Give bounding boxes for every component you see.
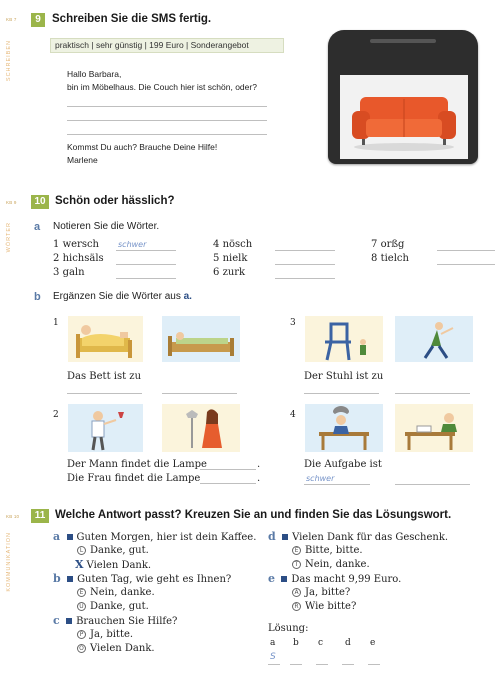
solution-letter: e <box>370 638 376 648</box>
kb-ref-11: KB 10 <box>6 514 20 519</box>
word-answer-line[interactable] <box>275 278 335 279</box>
option-circle: P <box>77 630 86 639</box>
word-answer-1: schwer <box>118 240 147 249</box>
group-2-answer-line[interactable] <box>200 483 256 484</box>
sms-write-line-2[interactable] <box>67 120 267 121</box>
scene-man-lamp <box>68 404 143 452</box>
solution-letter: a <box>270 638 276 648</box>
sub-b-text: Ergänzen Sie die Wörter aus a. <box>53 291 192 302</box>
kb-ref-9: KB 7 <box>6 17 17 22</box>
solution-blank[interactable] <box>342 664 354 665</box>
solution-blank[interactable] <box>316 664 328 665</box>
phone-speaker <box>370 39 436 43</box>
side-label-schreiben: SCHREIBEN <box>6 40 12 82</box>
woman-icon <box>162 404 240 452</box>
scene-task-hard <box>305 404 383 452</box>
man-icon <box>68 404 143 452</box>
phone-image <box>328 30 478 164</box>
bed-icon <box>162 316 240 362</box>
group-4-sentence: Die Aufgabe ist <box>304 459 382 470</box>
scene-woman-lamp <box>162 404 240 452</box>
group-3-sentence: Der Stuhl ist zu <box>304 371 384 382</box>
scene-chair-big <box>395 316 473 362</box>
group-3-answer-line[interactable] <box>395 393 470 394</box>
solution-letter: c <box>318 638 324 648</box>
group-2-sentence-2: Die Frau findet die Lampe <box>67 473 201 484</box>
chair-icon <box>305 316 383 362</box>
word-item: 3 galn <box>53 267 85 278</box>
word-box <box>50 38 284 53</box>
sub-a-text: Notieren Sie die Wörter. <box>53 221 160 232</box>
word-answer-line[interactable] <box>116 264 176 265</box>
solution-letter: b <box>293 638 299 648</box>
word-answer-line[interactable] <box>116 250 176 251</box>
kb-ref-10: KB 9 <box>6 200 17 205</box>
option-circle: A <box>292 588 301 597</box>
option-circle: L <box>77 546 86 555</box>
bullet-square <box>67 576 73 582</box>
question-b: b Guten Tag, wie geht es Ihnen? <box>53 572 232 585</box>
scene-task-easy <box>395 404 473 452</box>
question-a: a Guten Morgen, hier ist dein Kaffee. <box>53 530 257 543</box>
sms-name: Marlene <box>67 155 98 165</box>
group-number-1: 1 <box>53 318 59 328</box>
option-circle: R <box>292 602 301 611</box>
question-c: c Brauchen Sie Hilfe? <box>53 614 178 627</box>
bullet-square <box>281 576 287 582</box>
option-circle: O <box>77 644 86 653</box>
word-item: 8 tielch <box>371 253 409 264</box>
sofa-icon <box>340 75 468 159</box>
question-e: e Das macht 9,99 Euro. <box>268 572 402 585</box>
student-icon <box>395 404 473 452</box>
sms-write-line-1[interactable] <box>67 106 267 107</box>
solution-letter: d <box>345 638 351 648</box>
sub-b-letter: b <box>34 291 41 303</box>
sms-write-line-3[interactable] <box>67 134 267 135</box>
word-item: 6 zurk <box>213 267 246 278</box>
option-circle: U <box>77 602 86 611</box>
group-number-2: 2 <box>53 410 59 420</box>
group-2-answer-line[interactable] <box>200 469 256 470</box>
group-1-sentence: Das Bett ist zu <box>67 371 142 382</box>
option-b-2[interactable]: U Danke, gut. <box>77 600 149 614</box>
exercise-number-9: 9 <box>31 13 45 27</box>
option-c-2[interactable]: O Vielen Dank. <box>77 642 155 656</box>
option-e-1[interactable]: A Ja, bitte? <box>292 586 350 600</box>
side-label-woerter: WÖRTER <box>6 222 12 253</box>
group-4-answer-line[interactable] <box>395 484 470 485</box>
group-number-4: 4 <box>290 410 296 420</box>
sentence-dot: . <box>257 459 261 470</box>
phone-screen <box>340 75 468 159</box>
option-circle: T <box>292 560 301 569</box>
group-3-answer-line[interactable] <box>304 393 379 394</box>
solution-label: Lösung: <box>268 623 309 634</box>
word-answer-line[interactable] <box>116 278 176 279</box>
option-circle: E <box>77 588 86 597</box>
option-c-1[interactable]: P Ja, bitte. <box>77 628 133 642</box>
bed-icon <box>68 316 143 362</box>
sms-greeting: Hallo Barbara, <box>67 69 122 79</box>
solution-blank[interactable] <box>290 664 302 665</box>
word-item: 5 nielk <box>213 253 248 264</box>
option-d-1[interactable]: E Bitte, bitte. <box>292 544 363 558</box>
word-item: 1 wersch <box>53 239 99 250</box>
checked-x-icon: X <box>75 558 84 571</box>
exercise-number-10: 10 <box>31 195 49 209</box>
solution-answer-first: S <box>270 652 276 662</box>
option-circle: E <box>292 546 301 555</box>
option-b-1[interactable]: E Nein, danke. <box>77 586 155 600</box>
group-4-answer-line[interactable] <box>304 484 370 485</box>
student-icon <box>305 404 383 452</box>
option-a-2[interactable]: X Vielen Dank. <box>75 558 152 571</box>
group-number-3: 3 <box>290 318 296 328</box>
word-item: 7 orßg <box>371 239 405 250</box>
side-label-kommunikation: KOMMUNIKATION <box>6 532 12 592</box>
word-box-text: praktisch | sehr günstig | 199 Euro | Sonderangebot <box>55 40 249 50</box>
group-1-answer-line[interactable] <box>67 393 142 394</box>
word-answer-line[interactable] <box>275 264 335 265</box>
word-answer-line[interactable] <box>437 250 495 251</box>
exercise-number-11: 11 <box>31 509 49 523</box>
word-item: 4 nösch <box>213 239 253 250</box>
bullet-square <box>67 534 73 540</box>
sms-line-2: Kommst Du auch? Brauche Deine Hilfe! <box>67 142 218 152</box>
question-d: d Vielen Dank für das Geschenk. <box>268 530 449 543</box>
word-answer-line[interactable] <box>275 250 335 251</box>
sentence-dot: . <box>257 473 261 484</box>
bullet-square <box>66 618 72 624</box>
solution-blank[interactable] <box>368 664 380 665</box>
option-e-2[interactable]: R Wie bitte? <box>292 600 356 614</box>
exercise-title-9: Schreiben Sie die SMS fertig. <box>52 13 212 25</box>
sub-a-letter: a <box>34 221 41 233</box>
group-2-sentence-1: Der Mann findet die Lampe <box>67 459 207 470</box>
scene-chair-small <box>305 316 383 362</box>
exercise-title-10: Schön oder hässlich? <box>55 195 175 207</box>
exercise-title-11: Welche Antwort passt? Kreuzen Sie an und finden Sie das Lösungswort. <box>55 509 452 521</box>
group-1-answer-line[interactable] <box>162 393 237 394</box>
solution-blank[interactable] <box>268 664 280 665</box>
scene-bed-long <box>162 316 240 362</box>
group-4-answer: schwer <box>306 474 335 483</box>
scene-bed-short <box>68 316 143 362</box>
option-a-1[interactable]: L Danke, gut. <box>77 544 149 558</box>
word-answer-line[interactable] <box>437 264 495 265</box>
option-d-2[interactable]: T Nein, danke. <box>292 558 370 572</box>
word-item: 2 hichsäls <box>53 253 104 264</box>
sms-line-1: bin im Möbelhaus. Die Couch hier ist schön, oder? <box>67 82 257 92</box>
bullet-square <box>282 534 288 540</box>
person-icon <box>395 316 473 362</box>
